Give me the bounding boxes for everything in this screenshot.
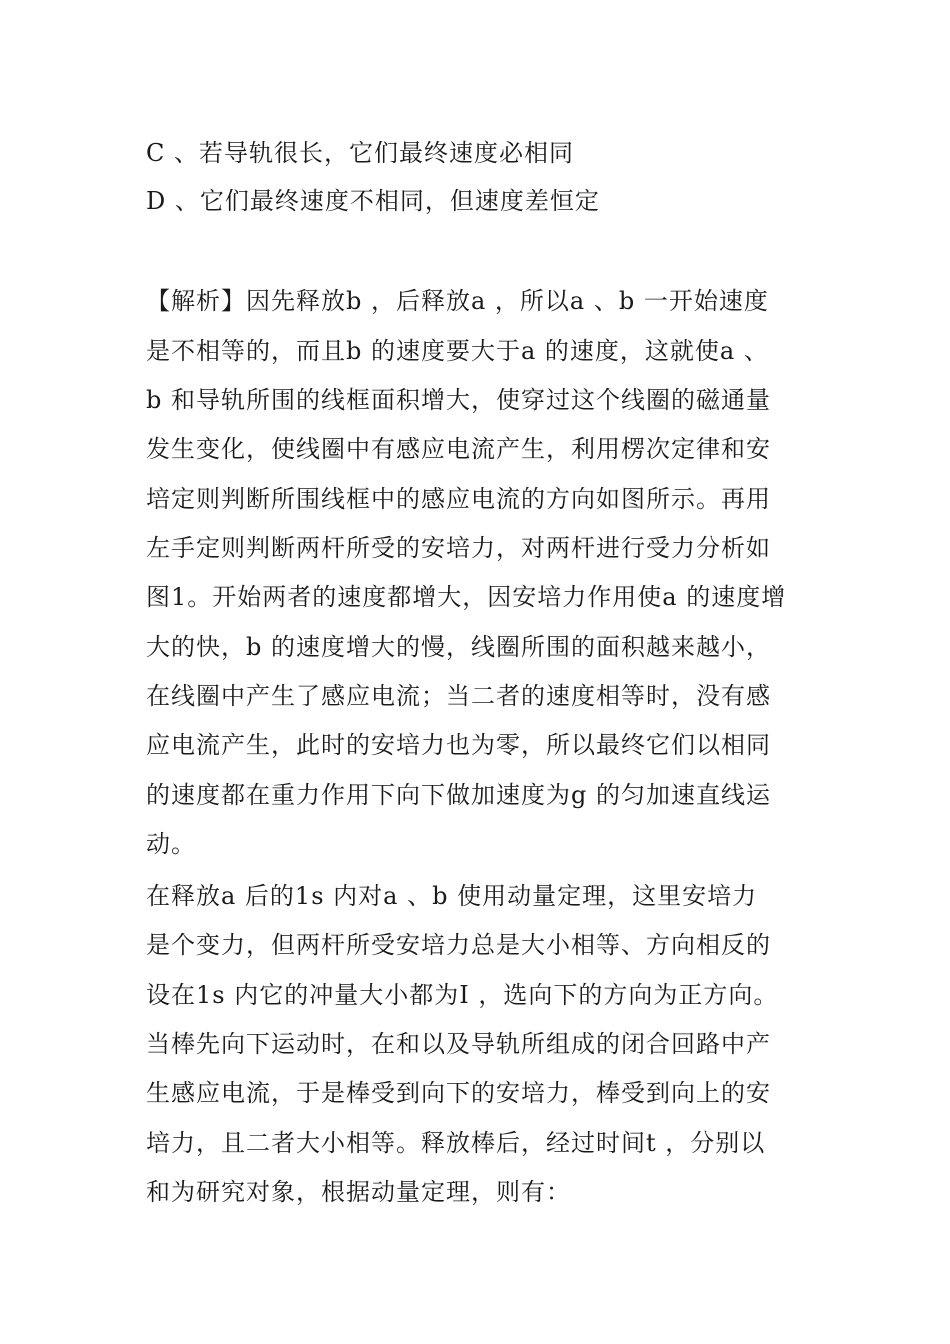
- momentum-line: 和为研究对象，根据动量定理，则有：: [146, 1178, 571, 1206]
- analysis-line: 大的快，b 的速度增大的慢，线圈所围的面积越来越小，: [146, 633, 771, 661]
- analysis-line: 培定则判断所围线框中的感应电流的方向如图所示。再用: [146, 485, 771, 513]
- analysis-line: 的速度都在重力作用下向下做加速度为g 的匀加速直线运: [146, 781, 771, 809]
- analysis-line: 动。: [146, 830, 196, 858]
- momentum-line: 设在1s 内它的冲量大小都为I ，选向下的方向为正方向。: [146, 981, 779, 1009]
- analysis-line: 应电流产生，此时的安培力也为零，所以最终它们以相同: [146, 731, 771, 759]
- analysis-line: 左手定则判断两杆所受的安培力，对两杆进行受力分析如: [146, 534, 771, 562]
- momentum-line: 当棒先向下运动时，在和以及导轨所组成的闭合回路中产: [146, 1030, 771, 1058]
- option-d: D 、它们最终速度不相同，但速度差恒定: [146, 187, 600, 215]
- option-c: C 、若导轨很长，它们最终速度必相同: [146, 139, 574, 167]
- analysis-line: 发生变化，使线圈中有感应电流产生，利用楞次定律和安: [146, 435, 771, 463]
- momentum-line: 在释放a 后的1s 内对a 、b 使用动量定理，这里安培力: [146, 882, 758, 910]
- analysis-line: 【解析】因先释放b ，后释放a ，所以a 、b 一开始速度: [146, 287, 769, 315]
- momentum-line: 生感应电流，于是棒受到向下的安培力，棒受到向上的安: [146, 1079, 771, 1107]
- momentum-line: 是个变力，但两杆所受安培力总是大小相等、方向相反的: [146, 931, 771, 959]
- analysis-line: b 和导轨所围的线框面积增大，使穿过这个线圈的磁通量: [146, 386, 771, 414]
- analysis-line: 图1。开始两者的速度都增大，因安培力作用使a 的速度增: [146, 583, 787, 611]
- analysis-line: 在线圈中产生了感应电流；当二者的速度相等时，没有感: [146, 682, 771, 710]
- analysis-line: 是不相等的，而且b 的速度要大于a 的速度，这就使a 、: [146, 337, 769, 365]
- momentum-line: 培力，且二者大小相等。释放棒后，经过时间t ，分别以: [146, 1129, 766, 1157]
